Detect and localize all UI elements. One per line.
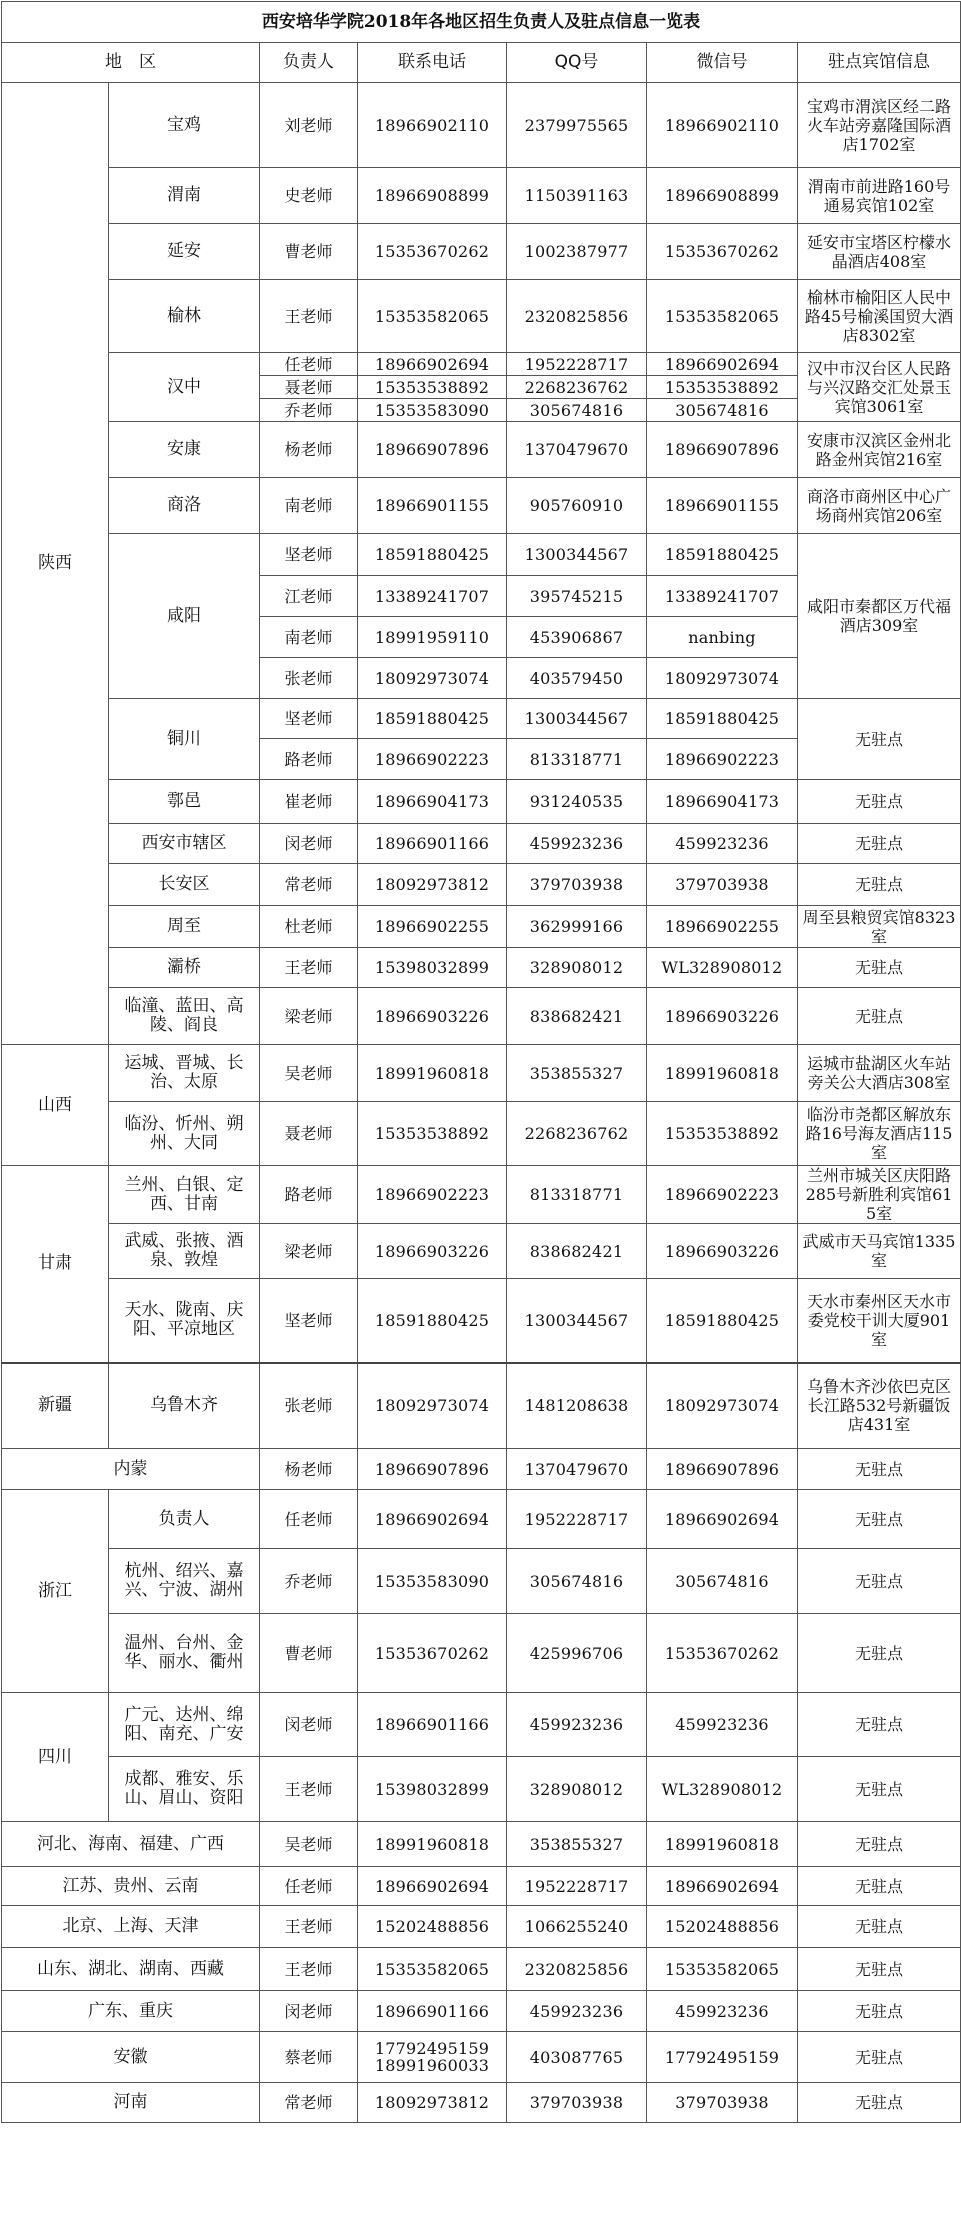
region-name: 甘肃 [2, 1166, 109, 1363]
table-row [2, 2032, 961, 2083]
table-row [2, 1102, 961, 1166]
contact-qq: 1370479670 [507, 1449, 647, 1490]
station-hotel: 汉中市汉台区人民路与兴汉路交汇处景玉宾馆3061室 [798, 353, 961, 422]
contact-qq: 931240535 [507, 780, 647, 824]
station-hotel: 无驻点 [798, 1991, 961, 2032]
table-row [2, 1693, 961, 1757]
contact-wechat: 18966902110 [647, 83, 798, 168]
contact-qq: 328908012 [507, 1757, 647, 1822]
contact-wechat: 15202488856 [647, 1906, 798, 1948]
contact-qq: 2320825856 [507, 1948, 647, 1991]
contact-phone: 15202488856 [358, 1906, 507, 1948]
table-row [2, 1363, 961, 1449]
contact-phone: 18991960818 [358, 1045, 507, 1102]
contact-person: 坚老师 [260, 534, 358, 576]
station-hotel: 兰州市城关区庆阳路285号新胜利宾馆615室 [798, 1166, 961, 1224]
station-hotel: 无驻点 [798, 1693, 961, 1757]
area-name: 咸阳 [109, 534, 260, 699]
contact-phone: 18966902110 [358, 83, 507, 168]
contact-wechat: 18966903226 [647, 988, 798, 1045]
contact-wechat: 18092973074 [647, 658, 798, 699]
area-name: 延安 [109, 224, 260, 280]
table-row [2, 280, 961, 353]
station-hotel: 延安市宝塔区柠檬水晶酒店408室 [798, 224, 961, 280]
contact-qq: 459923236 [507, 824, 647, 864]
region-name: 陕西 [2, 83, 109, 1045]
contact-phone: 18966901166 [358, 1991, 507, 2032]
contact-person: 乔老师 [260, 1549, 358, 1614]
contact-qq: 1002387977 [507, 224, 647, 280]
contact-person: 路老师 [260, 1166, 358, 1224]
table-row [2, 1045, 961, 1102]
contact-qq: 1481208638 [507, 1363, 647, 1449]
contact-wechat: 18966902694 [647, 1867, 798, 1906]
station-hotel: 无驻点 [798, 2083, 961, 2123]
table-row [2, 1224, 961, 1279]
contact-qq: 1370479670 [507, 422, 647, 478]
station-hotel: 无驻点 [798, 780, 961, 824]
contact-phone: 18966902223 [358, 739, 507, 780]
contact-qq: 453906867 [507, 617, 647, 658]
contact-person: 蔡老师 [260, 2032, 358, 2083]
table-row [2, 1991, 961, 2032]
contact-qq: 1952228717 [507, 353, 647, 376]
contact-person: 南老师 [260, 617, 358, 658]
contact-phone: 18092973074 [358, 658, 507, 699]
contact-qq: 1150391163 [507, 168, 647, 224]
table-row [2, 780, 961, 824]
station-hotel: 天水市秦州区天水市委党校干训大厦901室 [798, 1279, 961, 1363]
header-hotel: 驻点宾馆信息 [798, 43, 961, 83]
contact-phone-secondary: 18991960033 [374, 2056, 490, 2075]
contact-person: 杜老师 [260, 906, 358, 948]
contact-qq: 395745215 [507, 576, 647, 617]
contact-wechat: 18966902223 [647, 739, 798, 780]
region-name: 四川 [2, 1693, 109, 1822]
station-hotel: 无驻点 [798, 1867, 961, 1906]
contact-person: 坚老师 [260, 699, 358, 739]
contact-qq: 1066255240 [507, 1906, 647, 1948]
contact-wechat: 15353582065 [647, 1948, 798, 1991]
contact-phone: 15353670262 [358, 224, 507, 280]
contact-person: 曹老师 [260, 224, 358, 280]
contact-phone: 18991960818 [358, 1822, 507, 1867]
contact-phone: 18966903226 [358, 1224, 507, 1279]
table-row [2, 353, 961, 376]
contact-phone: 18966901166 [358, 1693, 507, 1757]
station-hotel: 无驻点 [798, 988, 961, 1045]
area-name: 长安区 [109, 864, 260, 906]
contact-person: 聂老师 [260, 1102, 358, 1166]
area-name: 运城、晋城、长治、太原 [109, 1045, 260, 1102]
contact-person: 路老师 [260, 739, 358, 780]
contact-qq: 459923236 [507, 1991, 647, 2032]
area-name: 乌鲁木齐 [109, 1363, 260, 1449]
table-row [2, 1614, 961, 1693]
contact-wechat: 459923236 [647, 1991, 798, 2032]
area-name: 安康 [109, 422, 260, 478]
contact-qq: 353855327 [507, 1822, 647, 1867]
contact-phone-primary: 17792495159 [374, 2039, 490, 2058]
table-row [2, 1822, 961, 1867]
table-row [2, 1166, 961, 1224]
contact-phone: 18966901155 [358, 478, 507, 534]
table-row [2, 224, 961, 280]
station-hotel: 周至县粮贸宾馆8323室 [798, 906, 961, 948]
area-name: 渭南 [109, 168, 260, 224]
contact-person: 王老师 [260, 1948, 358, 1991]
contact-phone: 15353583090 [358, 399, 507, 422]
table-row [2, 864, 961, 906]
region-name: 山东、湖北、湖南、西藏 [2, 1948, 260, 1991]
contact-phone: 15398032899 [358, 1757, 507, 1822]
contact-person: 闵老师 [260, 1991, 358, 2032]
region-name: 新疆 [2, 1363, 109, 1449]
station-hotel: 榆林市榆阳区人民中路45号榆溪国贸大酒店8302室 [798, 280, 961, 353]
contact-qq: 362999166 [507, 906, 647, 948]
table-row [2, 168, 961, 224]
recruitment-contact-sheet [1, 1, 960, 2123]
contact-phone: 18991959110 [358, 617, 507, 658]
region-name: 北京、上海、天津 [2, 1906, 260, 1948]
area-name: 灞桥 [109, 948, 260, 988]
contact-phone: 18591880425 [358, 534, 507, 576]
contact-person: 闵老师 [260, 824, 358, 864]
contact-qq: 2379975565 [507, 83, 647, 168]
station-hotel: 临汾市尧都区解放东路16号海友酒店115室 [798, 1102, 961, 1166]
table-row [2, 1948, 961, 1991]
table-row [2, 906, 961, 948]
contact-phone: 18966902223 [358, 1166, 507, 1224]
area-name: 温州、台州、金华、丽水、衢州 [109, 1614, 260, 1693]
contact-phone: 18092973812 [358, 864, 507, 906]
header-qq: QQ号 [507, 43, 647, 83]
area-name: 负责人 [109, 1490, 260, 1549]
contact-qq: 1952228717 [507, 1490, 647, 1549]
station-hotel: 渭南市前进路160号通易宾馆102室 [798, 168, 961, 224]
contact-wechat: 18966904173 [647, 780, 798, 824]
contact-wechat: 459923236 [647, 1693, 798, 1757]
table-row [2, 824, 961, 864]
contact-qq: 813318771 [507, 1166, 647, 1224]
contact-person: 任老师 [260, 1490, 358, 1549]
contact-phone: 13389241707 [358, 576, 507, 617]
area-name: 杭州、绍兴、嘉兴、宁波、湖州 [109, 1549, 260, 1614]
contact-person: 梁老师 [260, 1224, 358, 1279]
contact-qq: 403579450 [507, 658, 647, 699]
contact-qq: 379703938 [507, 2083, 647, 2123]
contact-wechat: 18966908899 [647, 168, 798, 224]
table-row [2, 1279, 961, 1363]
region-name: 内蒙 [2, 1449, 260, 1490]
station-hotel: 乌鲁木齐沙依巴克区长江路532号新疆饭店431室 [798, 1363, 961, 1449]
contact-phone: 15398032899 [358, 948, 507, 988]
table-title: 西安培华学院2018年各地区招生负责人及驻点信息一览表 [2, 2, 961, 43]
table-row [2, 948, 961, 988]
contact-person: 乔老师 [260, 399, 358, 422]
header-phone: 联系电话 [358, 43, 507, 83]
contact-person: 江老师 [260, 576, 358, 617]
table-row [2, 534, 961, 576]
station-hotel: 宝鸡市渭滨区经二路火车站旁嘉隆国际酒店1702室 [798, 83, 961, 168]
station-hotel: 无驻点 [798, 864, 961, 906]
region-name: 河北、海南、福建、广西 [2, 1822, 260, 1867]
contact-phone: 18966902694 [358, 353, 507, 376]
contact-wechat: 18966901155 [647, 478, 798, 534]
station-hotel: 安康市汉滨区金州北路金州宾馆216室 [798, 422, 961, 478]
contact-person: 坚老师 [260, 1279, 358, 1363]
region-name: 河南 [2, 2083, 260, 2123]
contact-person: 曹老师 [260, 1614, 358, 1693]
contact-wechat: 18966907896 [647, 1449, 798, 1490]
contact-wechat: 15353538892 [647, 1102, 798, 1166]
area-name: 临汾、忻州、朔州、大同 [109, 1102, 260, 1166]
area-name: 成都、雅安、乐山、眉山、资阳 [109, 1757, 260, 1822]
contact-qq: 1952228717 [507, 1867, 647, 1906]
contact-wechat: 15353538892 [647, 376, 798, 399]
table-row [2, 1449, 961, 1490]
table-row [2, 988, 961, 1045]
contact-qq: 379703938 [507, 864, 647, 906]
station-hotel: 运城市盐湖区火车站旁关公大酒店308室 [798, 1045, 961, 1102]
contact-wechat: WL328908012 [647, 1757, 798, 1822]
contact-phone: 18591880425 [358, 1279, 507, 1363]
station-hotel: 武威市天马宾馆1335室 [798, 1224, 961, 1279]
contact-phone: 18966902694 [358, 1490, 507, 1549]
station-hotel: 咸阳市秦都区万代福酒店309室 [798, 534, 961, 699]
contact-wechat: 18591880425 [647, 534, 798, 576]
contact-wechat: 18966907896 [647, 422, 798, 478]
contact-wechat: 459923236 [647, 824, 798, 864]
contact-qq: 305674816 [507, 1549, 647, 1614]
contact-qq: 353855327 [507, 1045, 647, 1102]
contact-phone [358, 2032, 507, 2083]
contact-qq: 1300344567 [507, 699, 647, 739]
table-row [2, 1490, 961, 1549]
contact-qq: 2320825856 [507, 280, 647, 353]
area-name: 鄠邑 [109, 780, 260, 824]
station-hotel: 商洛市商州区中心广场商州宾馆206室 [798, 478, 961, 534]
contact-person: 杨老师 [260, 422, 358, 478]
contact-qq: 328908012 [507, 948, 647, 988]
area-name: 兰州、白银、定西、甘南 [109, 1166, 260, 1224]
contact-wechat: 13389241707 [647, 576, 798, 617]
contact-qq: 1300344567 [507, 534, 647, 576]
region-name: 江苏、贵州、云南 [2, 1867, 260, 1906]
table-row [2, 699, 961, 739]
contact-phone: 15353538892 [358, 376, 507, 399]
station-hotel: 无驻点 [798, 824, 961, 864]
contact-person: 刘老师 [260, 83, 358, 168]
region-name: 安徽 [2, 2032, 260, 2083]
contact-wechat: 18966902223 [647, 1166, 798, 1224]
contact-wechat: 18966902694 [647, 353, 798, 376]
contact-person: 闵老师 [260, 1693, 358, 1757]
contact-person: 王老师 [260, 1757, 358, 1822]
contact-person: 常老师 [260, 2083, 358, 2123]
contact-person: 王老师 [260, 948, 358, 988]
contact-phone: 18591880425 [358, 699, 507, 739]
contact-qq: 459923236 [507, 1693, 647, 1757]
contact-phone: 15353583090 [358, 1549, 507, 1614]
contact-wechat: 18591880425 [647, 699, 798, 739]
area-name: 榆林 [109, 280, 260, 353]
contact-person: 王老师 [260, 280, 358, 353]
station-hotel: 无驻点 [798, 1906, 961, 1948]
contact-qq: 425996706 [507, 1614, 647, 1693]
contact-qq: 403087765 [507, 2032, 647, 2083]
contact-qq: 813318771 [507, 739, 647, 780]
contact-person: 杨老师 [260, 1449, 358, 1490]
contact-phone: 18092973812 [358, 2083, 507, 2123]
contact-qq: 838682421 [507, 988, 647, 1045]
contact-phone: 18966907896 [358, 1449, 507, 1490]
contact-person: 聂老师 [260, 376, 358, 399]
header-wechat: 微信号 [647, 43, 798, 83]
contact-phone: 15353538892 [358, 1102, 507, 1166]
contact-person: 王老师 [260, 1906, 358, 1948]
table-row [2, 83, 961, 168]
area-name: 汉中 [109, 353, 260, 422]
header-region: 地 区 [2, 43, 260, 83]
area-name: 武威、张掖、酒泉、敦煌 [109, 1224, 260, 1279]
contact-qq: 2268236762 [507, 376, 647, 399]
station-hotel: 无驻点 [798, 699, 961, 780]
area-name: 商洛 [109, 478, 260, 534]
station-hotel: 无驻点 [798, 1757, 961, 1822]
table-row [2, 1906, 961, 1948]
contact-wechat: 18591880425 [647, 1279, 798, 1363]
table-row [2, 2083, 961, 2123]
table-row [2, 422, 961, 478]
contact-wechat: 15353670262 [647, 224, 798, 280]
contact-wechat: 15353582065 [647, 280, 798, 353]
table-row [2, 478, 961, 534]
contact-phone: 18966901166 [358, 824, 507, 864]
contact-person: 张老师 [260, 658, 358, 699]
contact-phone: 18966907896 [358, 422, 507, 478]
contact-person: 任老师 [260, 1867, 358, 1906]
area-name: 宝鸡 [109, 83, 260, 168]
area-name: 广元、达州、绵阳、南充、广安 [109, 1693, 260, 1757]
table-row [2, 1757, 961, 1822]
contact-qq: 1300344567 [507, 1279, 647, 1363]
contact-phone: 18966908899 [358, 168, 507, 224]
contact-person: 张老师 [260, 1363, 358, 1449]
contact-wechat: nanbing [647, 617, 798, 658]
area-name: 铜川 [109, 699, 260, 780]
contact-person: 吴老师 [260, 1822, 358, 1867]
contact-qq: 305674816 [507, 399, 647, 422]
contact-person: 南老师 [260, 478, 358, 534]
station-hotel: 无驻点 [798, 1822, 961, 1867]
station-hotel: 无驻点 [798, 1490, 961, 1549]
area-name: 周至 [109, 906, 260, 948]
contact-wechat: 18991960818 [647, 1045, 798, 1102]
contact-phone: 15353670262 [358, 1614, 507, 1693]
contact-person: 常老师 [260, 864, 358, 906]
contact-wechat: 18966902694 [647, 1490, 798, 1549]
contact-phone: 15353582065 [358, 1948, 507, 1991]
contact-phone: 18966903226 [358, 988, 507, 1045]
table-row [2, 1549, 961, 1614]
station-hotel: 无驻点 [798, 1549, 961, 1614]
contact-wechat: 18991960818 [647, 1822, 798, 1867]
station-hotel: 无驻点 [798, 948, 961, 988]
contact-qq: 905760910 [507, 478, 647, 534]
contact-wechat: 305674816 [647, 399, 798, 422]
area-name: 西安市辖区 [109, 824, 260, 864]
contact-table [1, 1, 961, 2123]
region-name: 浙江 [2, 1490, 109, 1693]
area-name: 临潼、蓝田、高陵、阎良 [109, 988, 260, 1045]
area-name: 天水、陇南、庆阳、平凉地区 [109, 1279, 260, 1363]
contact-wechat: 379703938 [647, 864, 798, 906]
contact-person: 史老师 [260, 168, 358, 224]
contact-phone: 18966902694 [358, 1867, 507, 1906]
contact-qq: 2268236762 [507, 1102, 647, 1166]
contact-wechat: 18966902255 [647, 906, 798, 948]
contact-wechat: WL328908012 [647, 948, 798, 988]
station-hotel: 无驻点 [798, 2032, 961, 2083]
contact-person: 崔老师 [260, 780, 358, 824]
contact-phone: 18966904173 [358, 780, 507, 824]
header-person: 负责人 [260, 43, 358, 83]
region-name: 山西 [2, 1045, 109, 1166]
contact-person: 任老师 [260, 353, 358, 376]
contact-person: 吴老师 [260, 1045, 358, 1102]
contact-wechat: 305674816 [647, 1549, 798, 1614]
station-hotel: 无驻点 [798, 1449, 961, 1490]
contact-qq: 838682421 [507, 1224, 647, 1279]
contact-person: 梁老师 [260, 988, 358, 1045]
contact-wechat: 18092973074 [647, 1363, 798, 1449]
contact-phone: 18092973074 [358, 1363, 507, 1449]
contact-wechat: 17792495159 [647, 2032, 798, 2083]
contact-phone: 18966902255 [358, 906, 507, 948]
region-name: 广东、重庆 [2, 1991, 260, 2032]
contact-wechat: 15353670262 [647, 1614, 798, 1693]
station-hotel: 无驻点 [798, 1614, 961, 1693]
station-hotel: 无驻点 [798, 1948, 961, 1991]
contact-wechat: 18966903226 [647, 1224, 798, 1279]
contact-wechat: 379703938 [647, 2083, 798, 2123]
table-row [2, 1867, 961, 1906]
contact-phone: 15353582065 [358, 280, 507, 353]
